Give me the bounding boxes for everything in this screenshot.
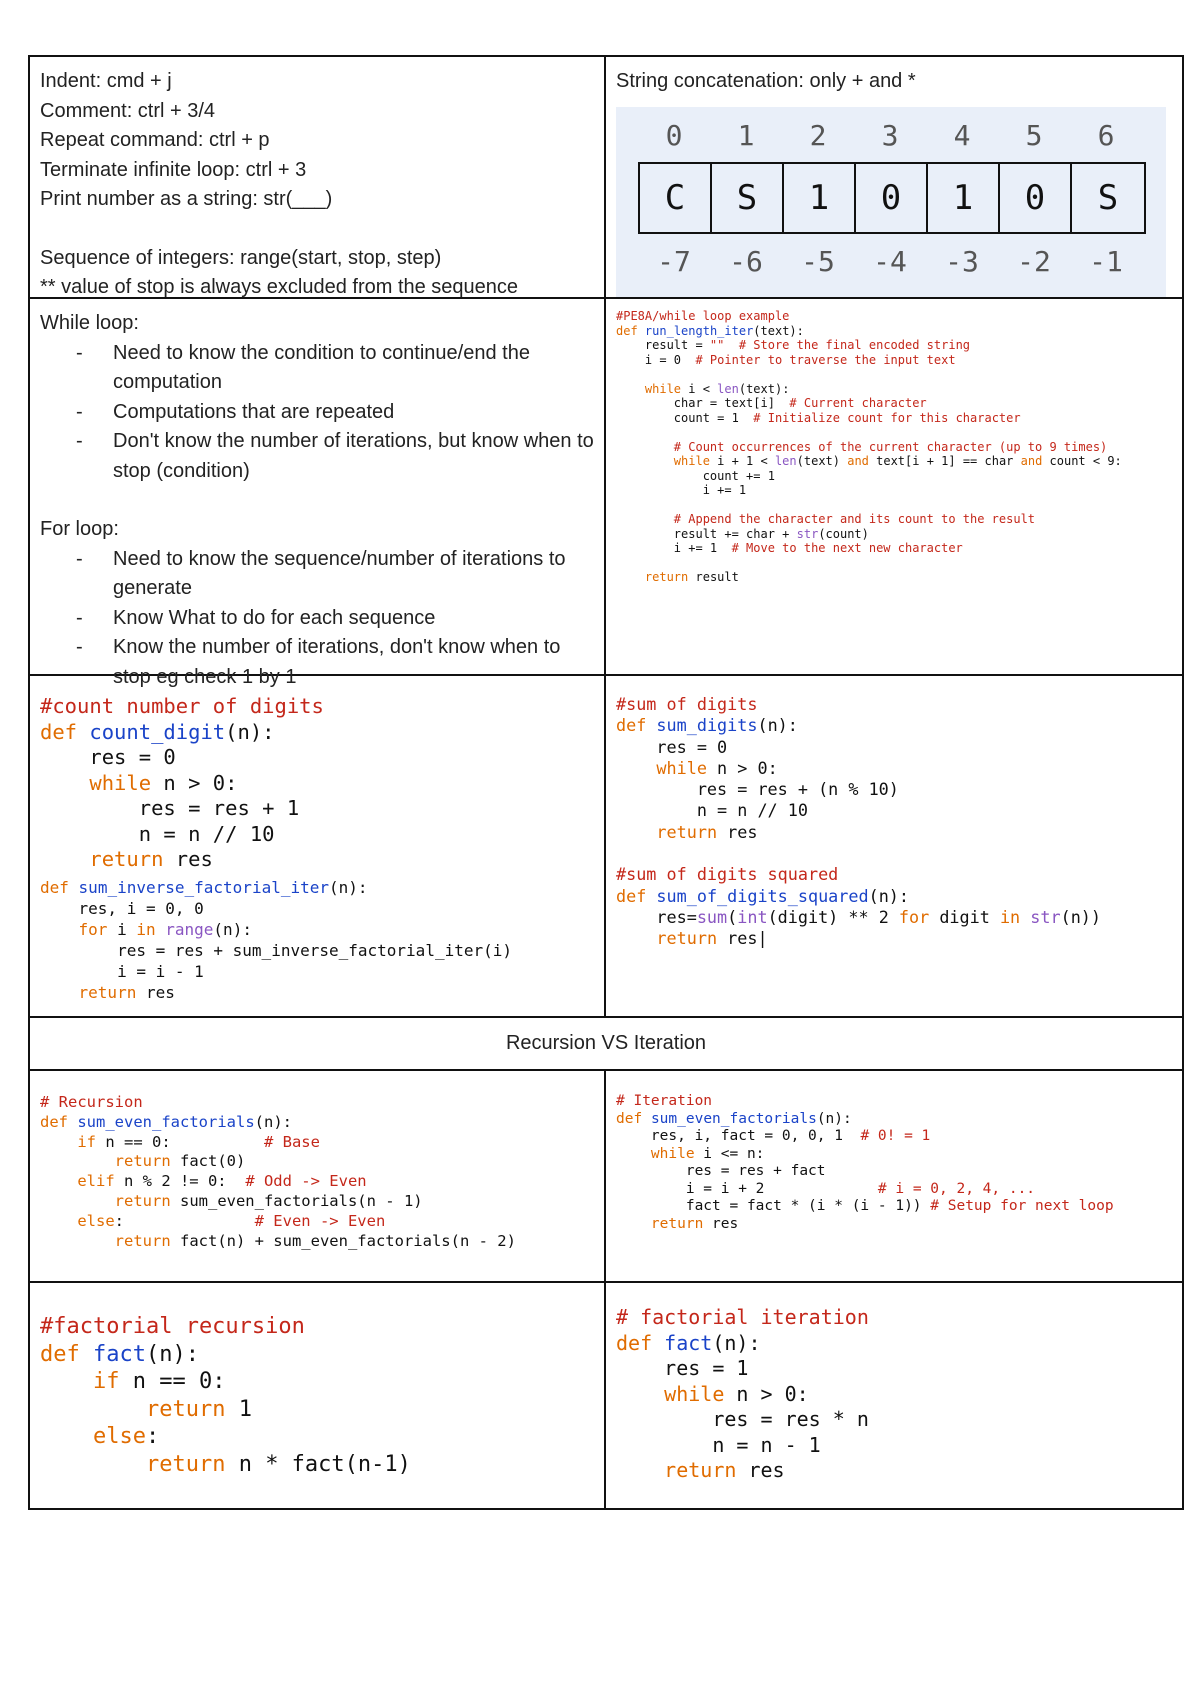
sum-digits-code: #sum of digits def sum_digits(n): res = 0 while n > 0: res = res + (n % 10) n = n // 10 return res #sum of digits squared def sum_of_digits_squared(n): res=sum(int(digit) ** 2 for digit in str(n)) return res| xyxy=(616,694,1102,949)
negative-index: -5 xyxy=(801,244,835,278)
string-characters xyxy=(638,162,1146,234)
factorial-recursion-cell xyxy=(30,1283,606,1508)
row-even-factorials xyxy=(30,1069,1182,1281)
positive-index: 6 xyxy=(1097,118,1115,152)
row-digits xyxy=(30,674,1182,1016)
negative-index: -3 xyxy=(945,244,979,278)
list-item: - Need to know the sequence/number of iterations to generate xyxy=(40,545,594,604)
string-char: S xyxy=(712,164,784,232)
negative-index: -7 xyxy=(657,244,691,278)
negative-index: -6 xyxy=(729,244,763,278)
section-title: Recursion VS Iteration xyxy=(505,1032,707,1054)
for-heading: For loop: xyxy=(40,518,119,540)
negative-index: -1 xyxy=(1089,244,1123,278)
count-digit-cell xyxy=(30,676,606,1016)
indent-shortcut: Indent: cmd + j xyxy=(40,70,172,92)
positive-index: 2 xyxy=(809,118,827,152)
factorial-iteration-code: # factorial iteration def fact(n): res = 1 while n > 0: res = res * n n = n - 1 return res xyxy=(616,1305,869,1482)
string-char: 1 xyxy=(928,164,1000,232)
row-loops xyxy=(30,297,1182,688)
list-item: - Know the number of iterations, don't know when to stop eg check 1 by 1 xyxy=(40,633,594,692)
range-stop-note: ** value of stop is always excluded from the sequence xyxy=(40,276,519,298)
factorial-iteration-cell xyxy=(606,1283,1182,1508)
positive-index: 3 xyxy=(881,118,899,152)
string-concat-title: String concatenation: only + and * xyxy=(616,70,916,92)
iteration-cell xyxy=(606,1071,1182,1281)
recursion-cell xyxy=(30,1071,606,1281)
iteration-code: # Iteration def sum_even_factorials(n): res, i, fact = 0, 0, 1 # 0! = 1 while i <= n: res = res + fact i = i + 2 # i = 0, 2, 4, ... fact = fact * (i * (i - 1)) # Setup for next loop return res xyxy=(616,1093,1114,1232)
negative-index: -2 xyxy=(1017,244,1051,278)
list-item: - Know What to do for each sequence xyxy=(40,604,594,634)
string-char: 0 xyxy=(1000,164,1072,232)
comment-shortcut: Comment: ctrl + 3/4 xyxy=(40,99,216,122)
repeat-shortcut: Repeat command: ctrl + p xyxy=(40,129,270,151)
sum-digits-cell xyxy=(606,676,1182,1016)
list-item: - Don't know the number of iterations, but know when to stop (condition) xyxy=(40,427,594,486)
row-section-title xyxy=(30,1016,1182,1069)
string-char: 0 xyxy=(856,164,928,232)
range-note: Sequence of integers: range(start, stop, step) xyxy=(40,246,442,269)
count-digit-code: #count number of digits def count_digit(n): res = 0 while n > 0: res = res + 1 n = n // 10 return res xyxy=(40,694,324,871)
for-points xyxy=(40,545,594,693)
row-shortcuts xyxy=(30,57,1182,297)
factorial-recursion-code: #factorial recursion def fact(n): if n == 0: return 1 else: return n * fact(n-1) xyxy=(40,1314,411,1477)
while-heading: While loop: xyxy=(40,312,139,334)
string-index-diagram xyxy=(616,107,1166,297)
run-length-code: #PE8A/while loop example def run_length_iter(text): result = "" # Store the final encoded string i = 0 # Pointer to traverse the input text while i < len(text): char = text[i] # Current character count = 1 # Initialize count for this character # Count occurrences of the current character (up to 9 times) while i + 1 < len(text) and text[i + 1] == char and count < 9: count += 1 i += 1 # Append the character and its count to the result result += char + str(count) i += 1 # Move to the next new character return result xyxy=(616,309,1122,584)
string-char: C xyxy=(640,164,712,232)
inverse-factorial-code: def sum_inverse_factorial_iter(n): res, i = 0, 0 for i in range(n): res = res + sum_inverse_factorial_iter(i) i = i - 1 return res xyxy=(40,877,513,1002)
positive-index: 0 xyxy=(665,118,683,152)
terminate-shortcut: Terminate infinite loop: ctrl + 3 xyxy=(40,158,307,181)
loops-cell xyxy=(30,299,606,688)
while-points xyxy=(40,339,594,487)
print-str-note: Print number as a string: str(___) xyxy=(40,188,333,210)
list-item: - Need to know the condition to continue/end the computation xyxy=(40,339,594,398)
positive-index: 5 xyxy=(1025,118,1043,152)
positive-index: 4 xyxy=(953,118,971,152)
string-char: S xyxy=(1097,177,1119,218)
list-item: - Computations that are repeated xyxy=(40,398,594,428)
row-factorial xyxy=(30,1281,1182,1508)
shortcuts-cell xyxy=(30,57,606,297)
negative-index: -4 xyxy=(873,244,907,278)
string-index-cell xyxy=(606,57,1182,297)
positive-index: 1 xyxy=(737,118,755,152)
string-char: 1 xyxy=(784,164,856,232)
run-length-cell xyxy=(606,299,1182,674)
recursion-code: # Recursion def sum_even_factorials(n): if n == 0: # Base return fact(0) elif n % 2 != 0: # Odd -> Even return sum_even_factorials(n - 1) else: # Even -> Even return fact(n) + sum_even_factorials(n - 2) xyxy=(40,1093,516,1250)
cheat-sheet-table xyxy=(28,55,1184,1510)
